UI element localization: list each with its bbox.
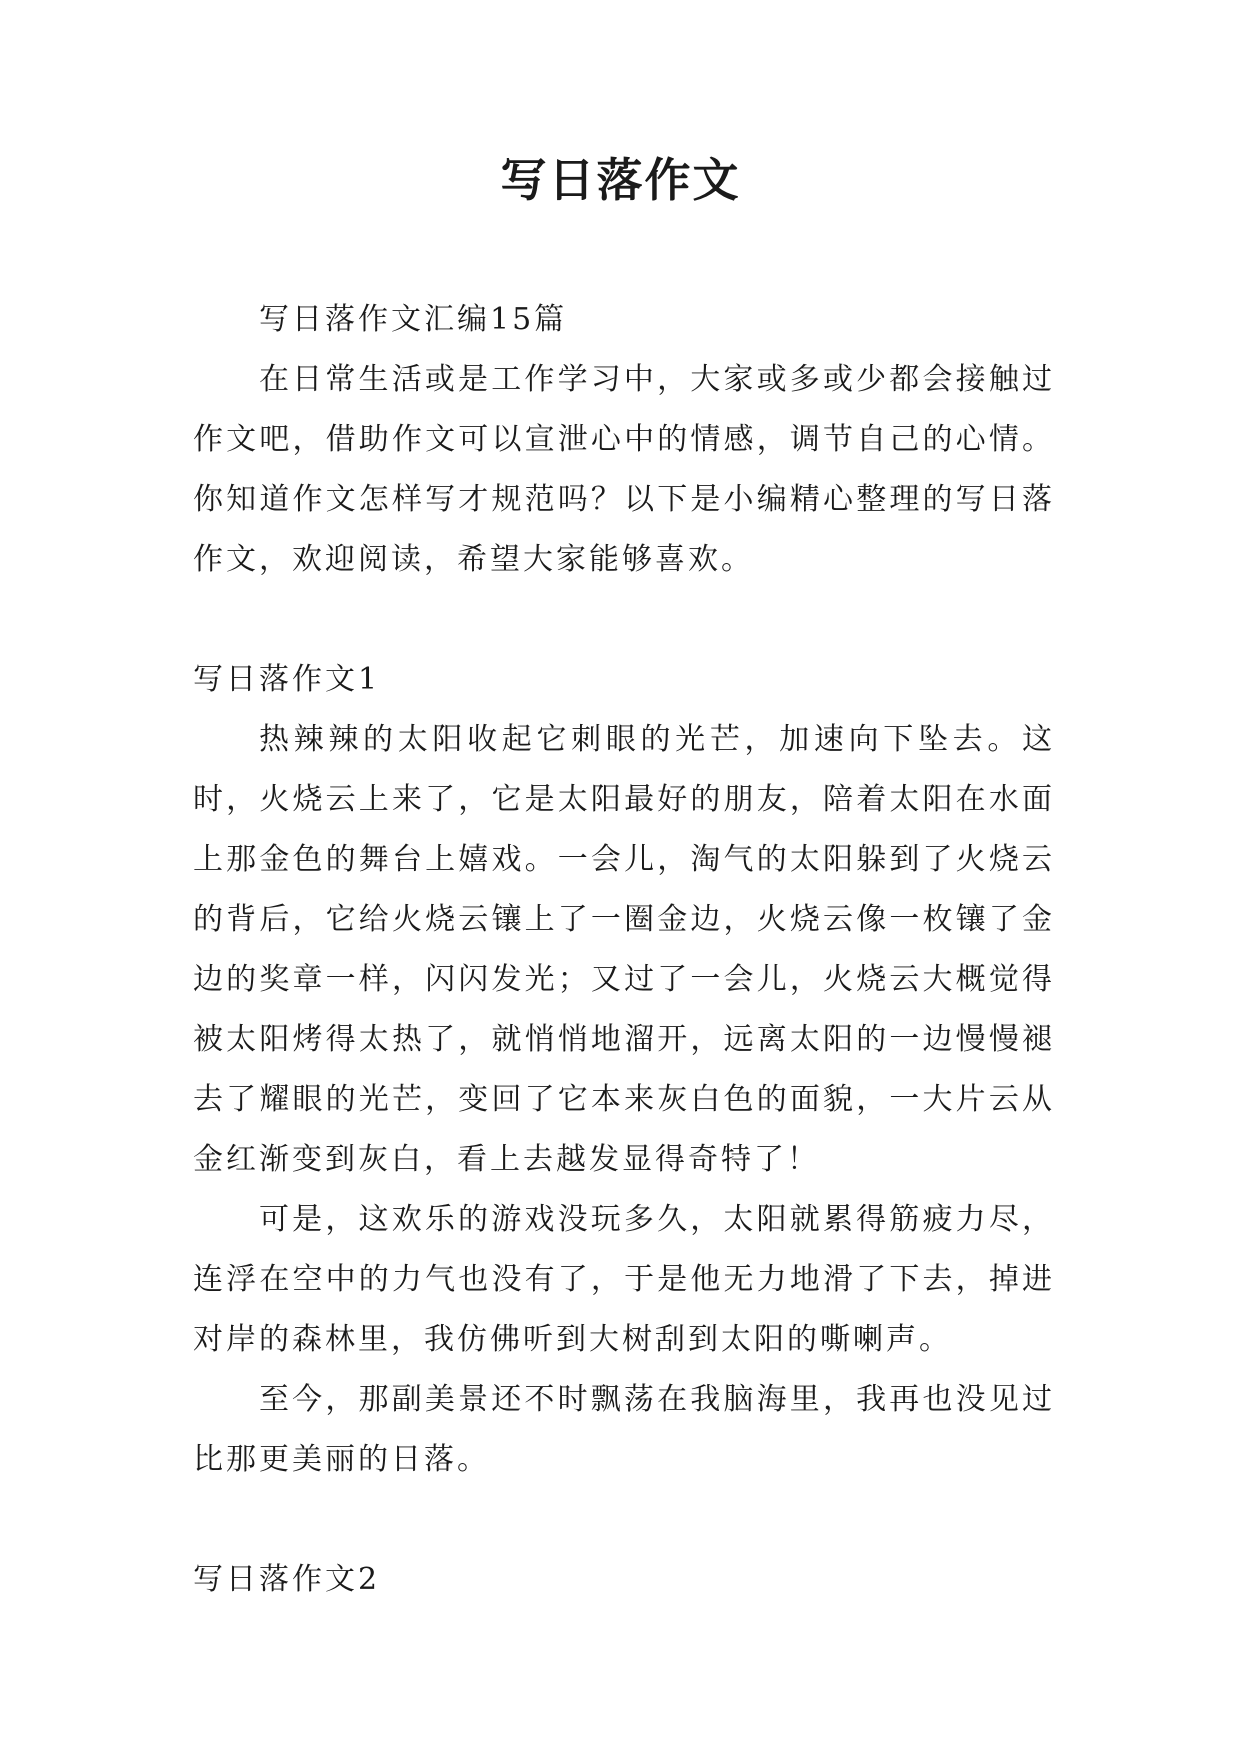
- document-body: [193, 290, 1055, 1610]
- section-1-paragraph-2: 可是，这欢乐的游戏没玩多久，太阳就累得筋疲力尽，连浮在空中的力气也没有了，于是他无力地滑了下去，掉进对岸的森林里，我仿佛听到大树刮到太阳的嘶喇声。: [193, 1202, 1055, 1357]
- section-heading-1: 写日落作文1: [193, 662, 381, 697]
- section-1-paragraph-1: 热辣辣的太阳收起它刺眼的光芒，加速向下坠去。这时，火烧云上来了，它是太阳最好的朋友，陪着太阳在水面上那金色的舞台上嬉戏。一会儿，淘气的太阳躲到了火烧云的背后，它给火烧云镶上了一圈金边，火烧云像一枚镶了金边的奖章一样，闪闪发光；又过了一会儿，火烧云大概觉得被太阳烤得太热了，就悄悄地溜开，远离太阳的一边慢慢褪去了耀眼的光芒，变回了它本来灰白色的面貌，一大片云从金红渐变到灰白，看上去越发显得奇特了！: [193, 722, 1055, 1177]
- section-1-paragraph-3: 至今，那副美景还不时飘荡在我脑海里，我再也没见过比那更美丽的日落。: [193, 1382, 1055, 1477]
- page-title: 写日落作文: [500, 153, 741, 207]
- section-heading-2: 写日落作文2: [193, 1562, 381, 1597]
- document-subtitle: 写日落作文汇编15篇: [259, 302, 568, 337]
- intro-paragraph: 在日常生活或是工作学习中，大家或多或少都会接触过作文吧，借助作文可以宣泄心中的情感，调节自己的心情。你知道作文怎样写才规范吗？以下是小编精心整理的写日落作文，欢迎阅读，希望大家能够喜欢。: [193, 362, 1055, 577]
